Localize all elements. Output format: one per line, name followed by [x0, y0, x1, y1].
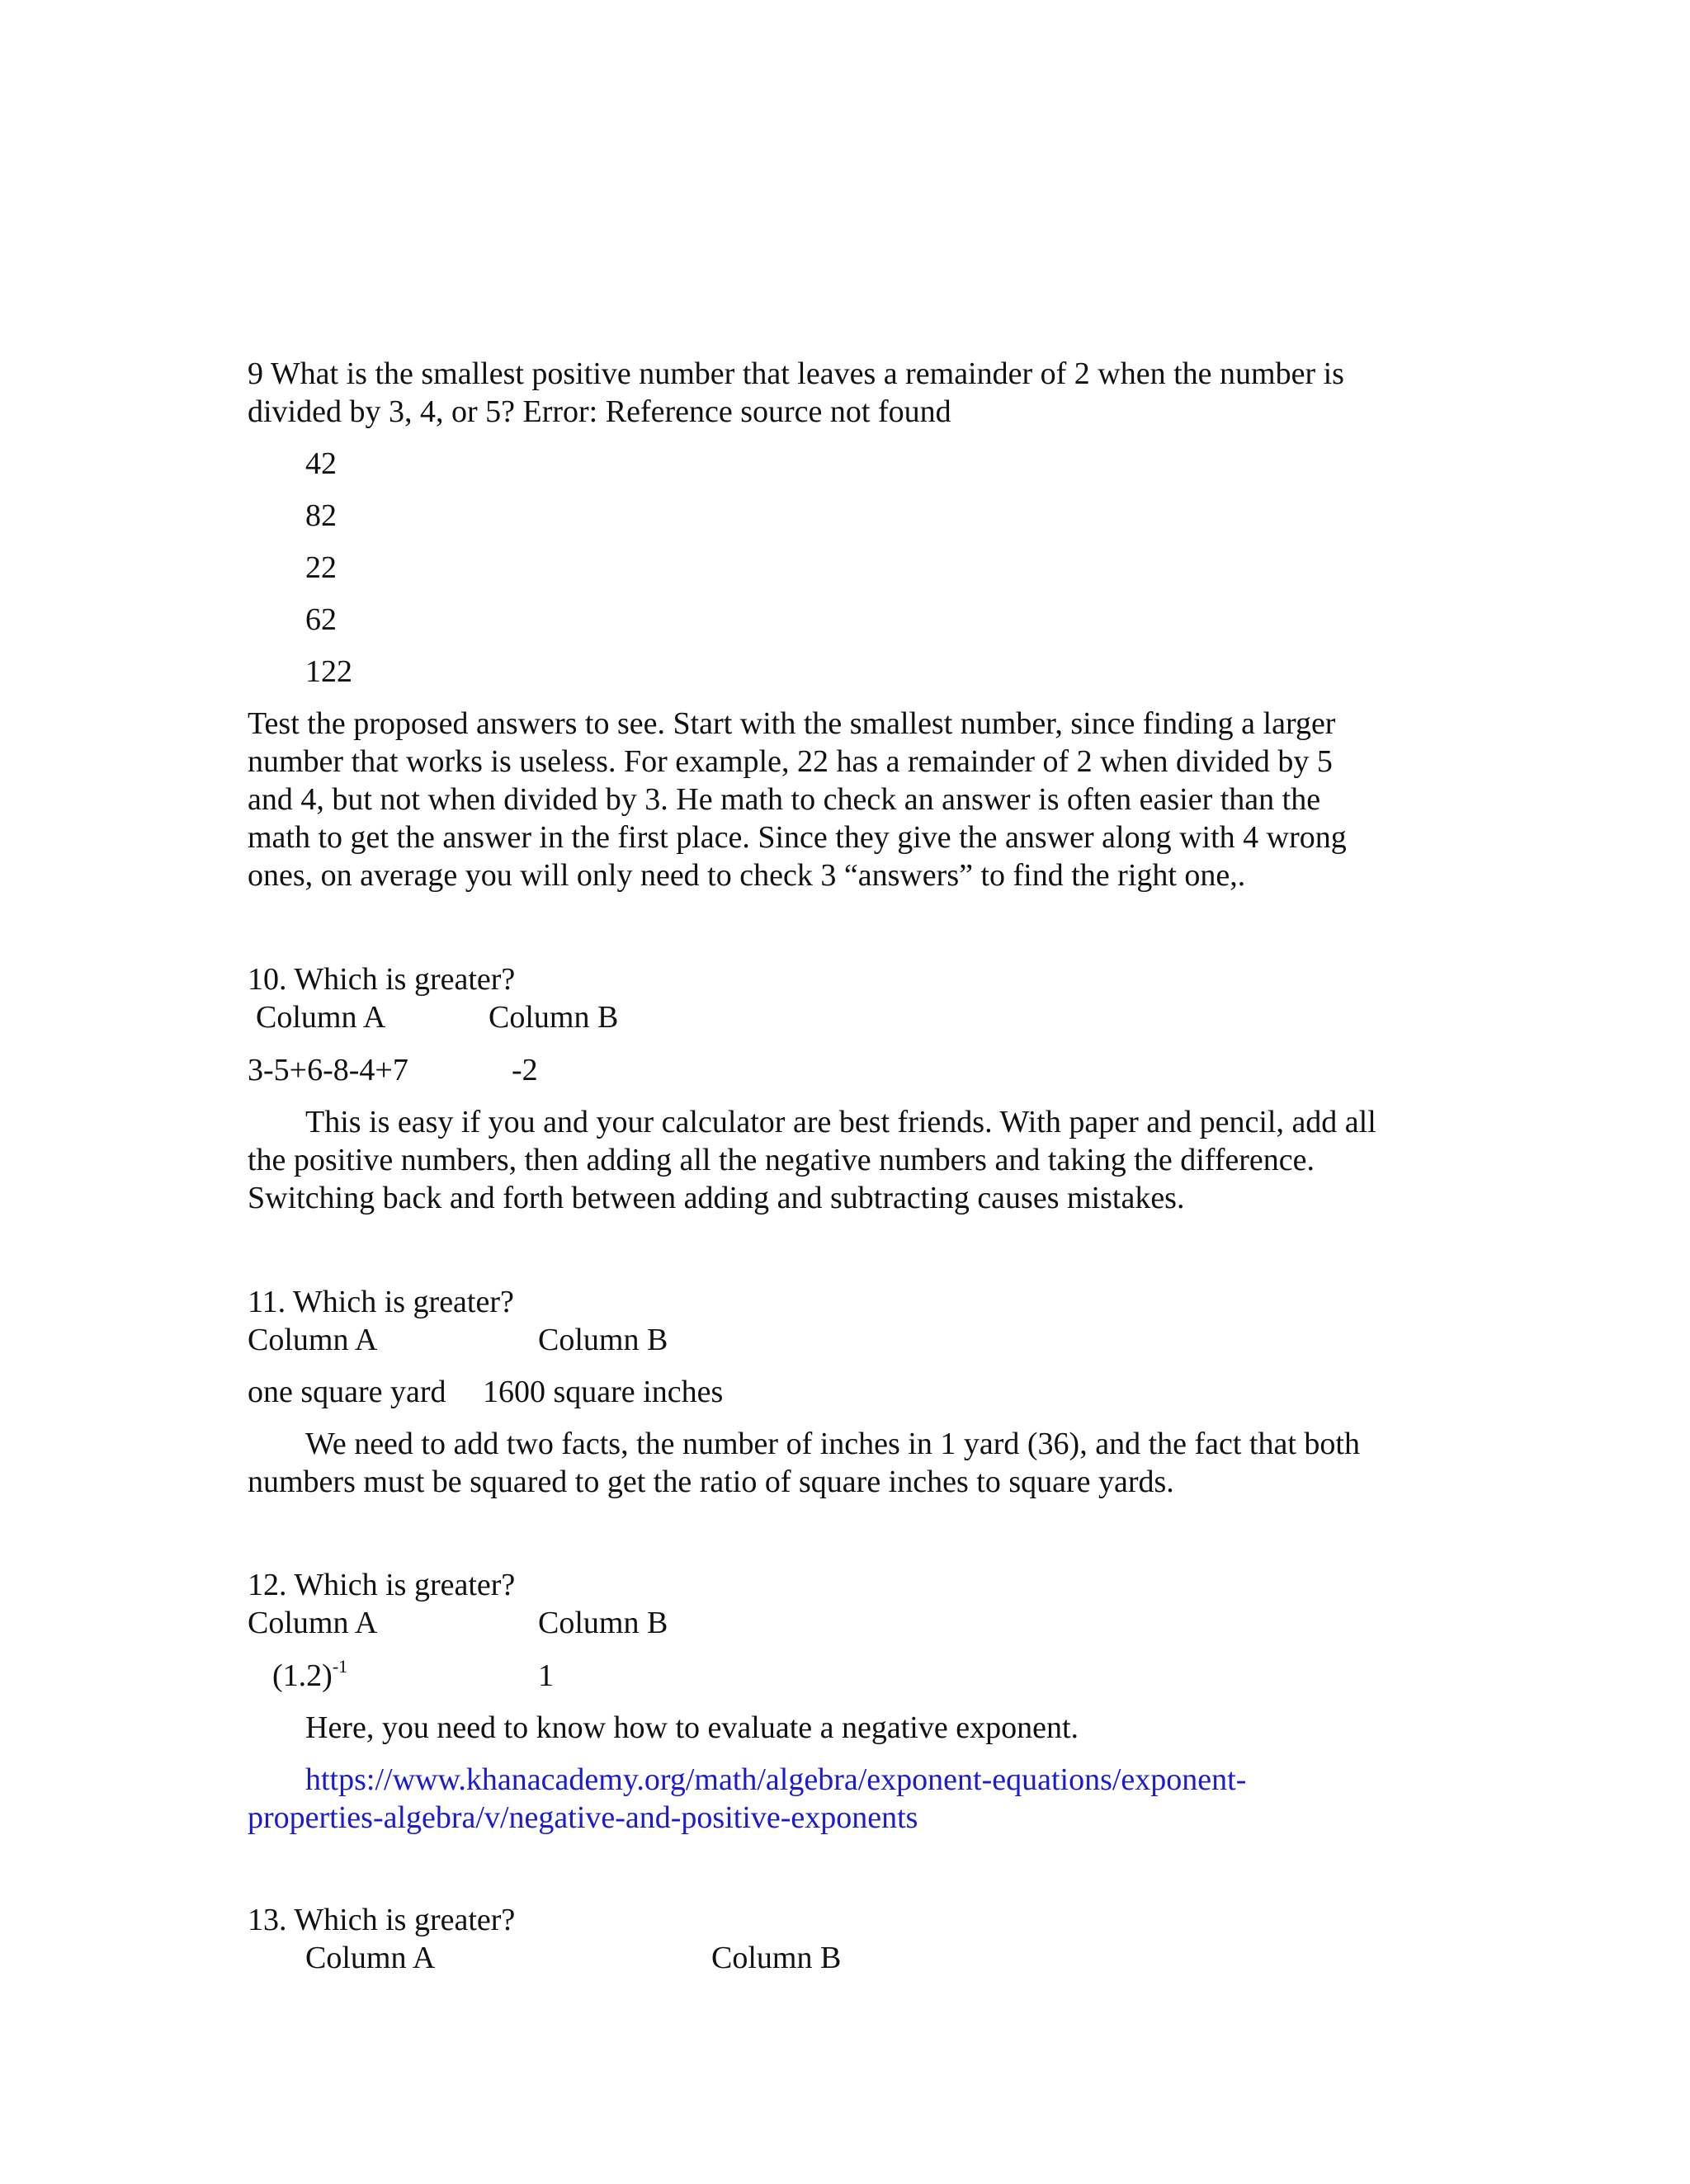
q12-column-b-value: 1: [538, 1658, 554, 1693]
q10-explanation-line: This is easy if you and your calculator are best friends. With paper and pencil, add all: [305, 1105, 1376, 1139]
q12-explanation: Here, you need to know how to evaluate a negative exponent.: [305, 1710, 1079, 1745]
q9-explanation-line: Test the proposed answers to see. Start with the smallest number, since finding a larger: [248, 706, 1336, 741]
q10-column-a-header: Column A: [256, 1000, 386, 1035]
q10-title: 10. Which is greater?: [248, 962, 516, 997]
q10-column-b-value: -2: [512, 1053, 538, 1087]
q9-explanation-line: math to get the answer in the first place. Since they give the answer along with 4 wrong: [248, 820, 1347, 855]
q9-option: 122: [305, 654, 352, 689]
q9-question-line: divided by 3, 4, or 5? Error: Reference source not found: [248, 394, 951, 429]
q13-column-a-header: Column A: [305, 1941, 436, 1975]
q11-column-b-value: 1600 square inches: [483, 1375, 724, 1409]
q9-explanation-line: ones, on average you will only need to check 3 “answers” to find the right one,.: [248, 858, 1246, 893]
q9-option: 42: [305, 446, 337, 481]
q12-column-a-exponent: -1: [332, 1656, 348, 1677]
q12-column-a-value: [272, 1657, 347, 1695]
q13-title: 13. Which is greater?: [248, 1903, 516, 1937]
q10-column-a-value: 3-5+6-8-4+7: [248, 1053, 408, 1087]
q10-column-b-header: Column B: [489, 1000, 619, 1035]
q9-explanation-line: number that works is useless. For example, 22 has a remainder of 2 when divided by 5: [248, 744, 1333, 779]
q9-option: 62: [305, 602, 337, 637]
q13-column-b-header: Column B: [711, 1941, 842, 1975]
q12-column-b-header: Column B: [538, 1606, 668, 1640]
q11-explanation-line: numbers must be squared to get the ratio of square inches to square yards.: [248, 1465, 1174, 1499]
q9-explanation-line: and 4, but not when divided by 3. He math to check an answer is often easier than the: [248, 782, 1321, 817]
q11-column-a-header: Column A: [248, 1323, 378, 1357]
q9-option: 22: [305, 550, 337, 585]
q12-column-a-header: Column A: [248, 1606, 378, 1640]
q9-explanation: [248, 705, 1347, 894]
q10-explanation: [248, 1103, 1376, 1217]
q11-explanation-line: We need to add two facts, the number of inches in 1 yard (36), and the fact that both: [305, 1427, 1360, 1461]
q9-question: [248, 355, 1344, 431]
q11-title: 11. Which is greater?: [248, 1285, 514, 1319]
q11-column-a-value: one square yard: [248, 1375, 446, 1409]
q12-column-a-base: (1.2): [272, 1658, 333, 1693]
q10-explanation-line: Switching back and forth between adding and subtracting causes mistakes.: [248, 1181, 1185, 1215]
q11-explanation: [248, 1425, 1360, 1501]
q11-column-b-header: Column B: [538, 1323, 668, 1357]
q12-link-line[interactable]: https://www.khanacademy.org/math/algebra/exponent-equations/exponent-: [305, 1762, 1247, 1797]
q10-explanation-line: the positive numbers, then adding all the negative numbers and taking the difference.: [248, 1143, 1315, 1177]
q9-question-line: 9 What is the smallest positive number that leaves a remainder of 2 when the number is: [248, 356, 1344, 391]
q9-option: 82: [305, 498, 337, 533]
q12-link-line[interactable]: properties-algebra/v/negative-and-positive-exponents: [248, 1800, 918, 1835]
q12-title: 12. Which is greater?: [248, 1568, 516, 1602]
q12-khanacademy-link[interactable]: [248, 1761, 1246, 1837]
